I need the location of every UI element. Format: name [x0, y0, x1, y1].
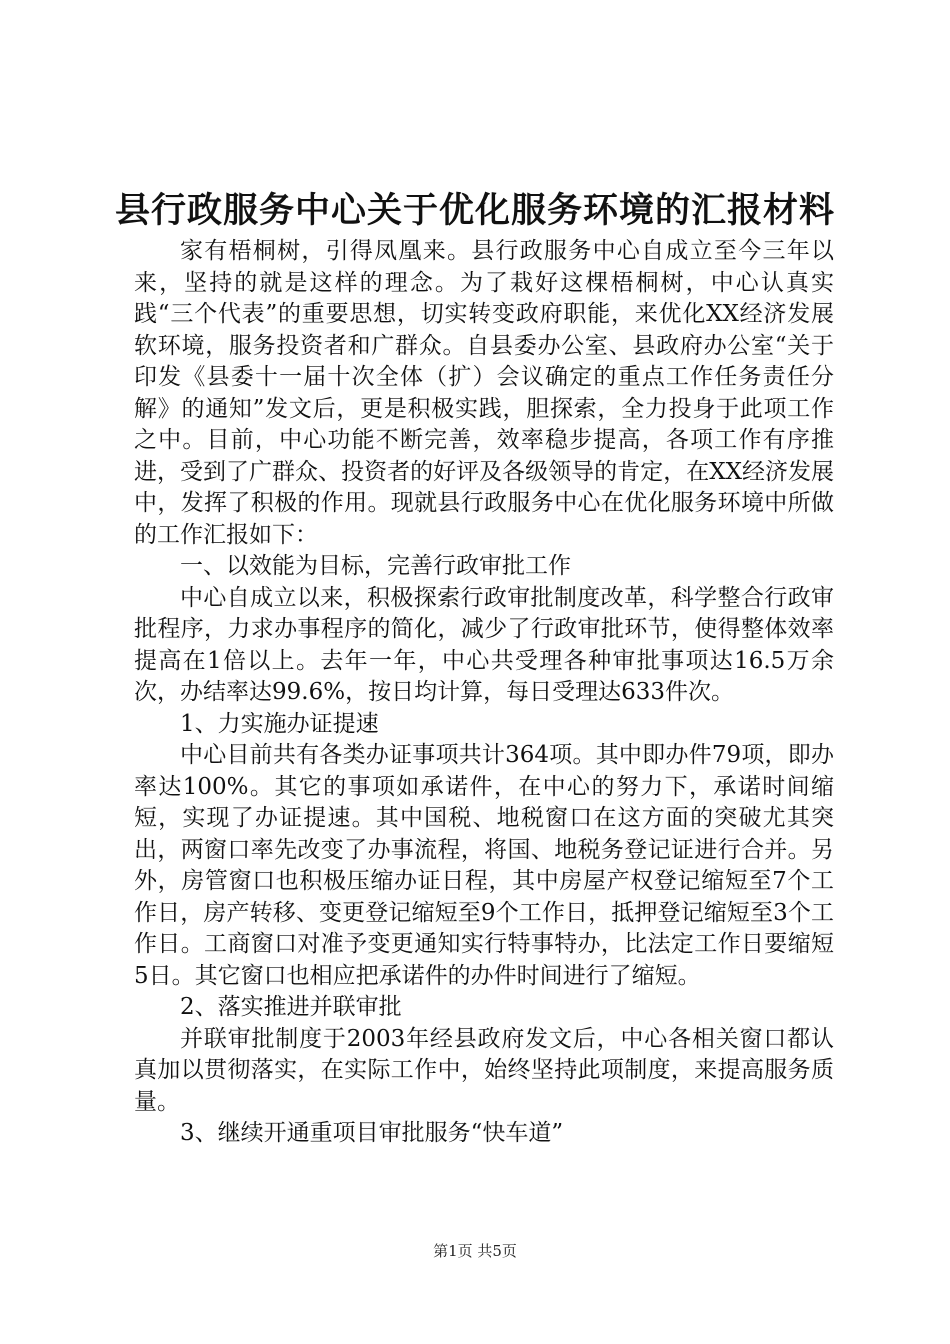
- subsection-heading-2: 2、落实推进并联审批: [180, 994, 402, 1020]
- page-number-footer: 第1页 共5页: [433, 1242, 517, 1260]
- document-title: 县行政服务中心关于优化服务环境的汇报材料: [114, 191, 835, 231]
- section-heading-1: 一、以效能为目标，完善行政审批工作: [180, 553, 571, 579]
- intro-paragraph: 家有梧桐树，引得凤凰来。县行政服务中心自成立至今三年以来，坚持的就是这样的理念。为了栽好这棵梧桐树，中心认真实践“三个代表”的重要思想，切实转变政府职能，来优化XX经济发展软环境，服务投资者和广群众。自县委办公室、县政府办公室“关于印发《县委十一届十次全体（扩）会议确定的重点工作任务责任分解》的通知”发文后，更是积极实践，胆探索，全力投身于此项工作之中。目前，中心功能不断完善，效率稳步提高，各项工作有序推进，受到了广群众、投资者的好评及各级领导的肯定，在XX经济发展中，发挥了积极的作用。现就县行政服务中心在优化服务环境中所做的工作汇报如下：: [134, 238, 834, 548]
- document-body: [134, 236, 834, 1150]
- subsection-heading-3: 3、继续开通重项目审批服务“快车道”: [180, 1120, 564, 1146]
- section-1-paragraph: 中心自成立以来，积极探索行政审批制度改革，科学整合行政审批程序，力求办事程序的简化，减少了行政审批环节，使得整体效率提高在1倍以上。去年一年，中心共受理各种审批事项达16.5万余次，办结率达99.6%，按日均计算，每日受理达633件次。: [134, 584, 834, 705]
- subsection-1-paragraph: 中心目前共有各类办证事项共计364项。其中即办件79项，即办率达100%。其它的事项如承诺件，在中心的努力下，承诺时间缩短，实现了办证提速。其中国税、地税窗口在这方面的突破尤其突出，两窗口率先改变了办事流程，将国、地税务登记证进行合并。另外，房管窗口也积极压缩办证日程，其中房屋产权登记缩短至7个工作日，房产转移、变更登记缩短至9个工作日，抵押登记缩短至3个工作日。工商窗口对准予变更通知实行特事特办，比法定工作日要缩短5日。其它窗口也相应把承诺件的办件时间进行了缩短。: [134, 742, 834, 989]
- subsection-2-paragraph: 并联审批制度于2003年经县政府发文后，中心各相关窗口都认真加以贯彻落实，在实际工作中，始终坚持此项制度，来提高服务质量。: [134, 1025, 834, 1115]
- subsection-heading-1: 1、力实施办证提速: [180, 710, 379, 737]
